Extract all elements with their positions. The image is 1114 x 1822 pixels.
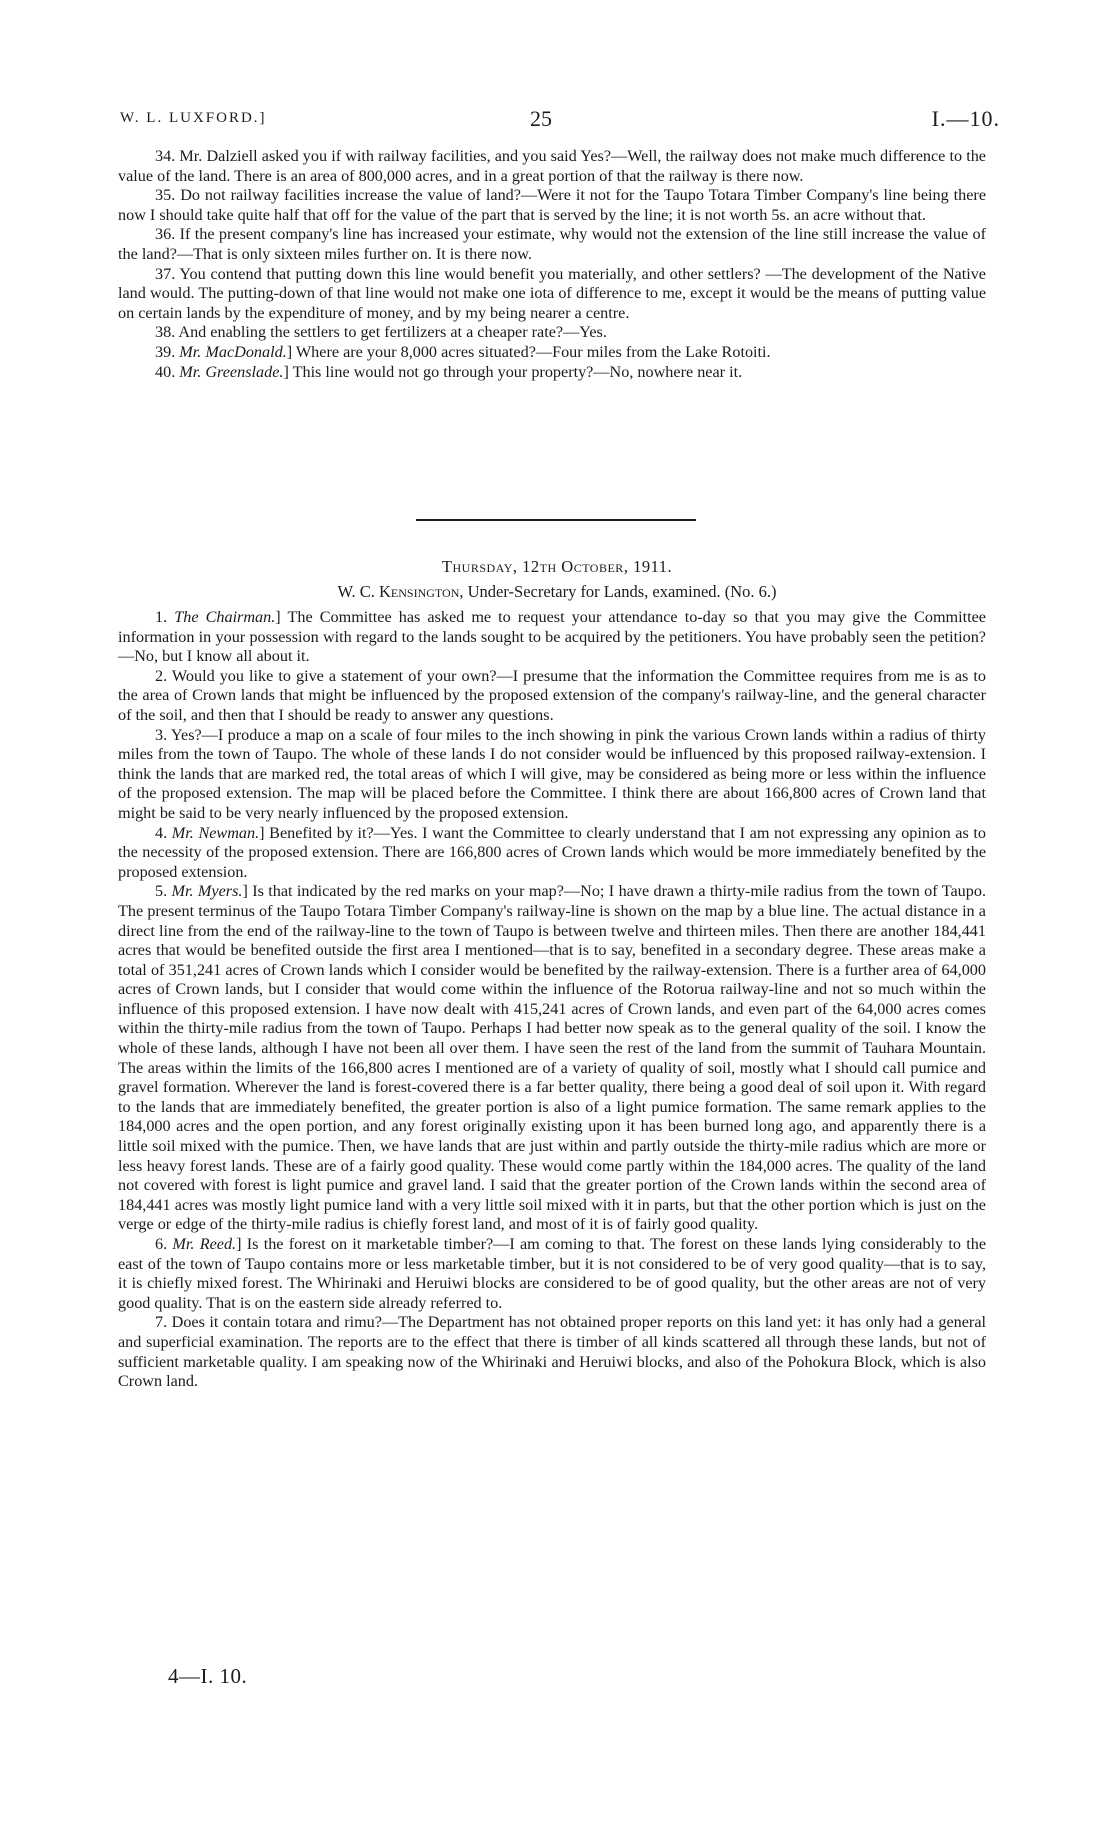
paragraph-36: 36. If the present company's line has increased your estimate, why would not the extension of the line still increase the value of the land?—That is only sixteen miles further on. It is there now.: [118, 225, 986, 263]
document-reference: I.—10.: [931, 106, 1000, 131]
evidence-section-luxford: [118, 147, 986, 382]
paragraph-37: 37. You contend that putting down this line would benefit you materially, and other settlers? —The development of the Native land would. The putting-down of that line would not make one iota of difference to me, except it would be the means of putting value on certain lands by the expenditure of money, and by my being nearer a centre.: [118, 264, 986, 322]
question-number: 39.: [155, 342, 176, 361]
paragraph-1: 1. The Chairman.] The Committee has asked me to request your attendance to-day so that you may give the Committee information in your possession with regard to the lands sought to be acquired by the petitioners. You have probably seen the petition?—No, but I know all about it.: [118, 608, 986, 666]
speaker-name: Mr. MacDonald.: [179, 342, 287, 361]
evidence-section-kensington: [118, 608, 986, 1392]
speaker-name: Mr. Myers.: [171, 882, 243, 901]
witness-surname: Kensington: [379, 582, 460, 601]
paragraph-2: 2. Would you like to give a statement of your own?—I presume that the information the Committee requires from me is as to the area of Crown lands that might be influenced by the proposed extension of the company's railway-line, and the general character of the soil, and then that I should be ready to answer any questions.: [118, 666, 986, 724]
speaker-name: Mr. Newman.: [171, 823, 260, 842]
paragraph-40: 40. Mr. Greenslade.] This line would not go through your property?—No, nowhere near it.: [155, 362, 743, 381]
paragraph-34: 34. Mr. Dalziell asked you if with railway facilities, and you said Yes?—Well, the railway does not make much difference to the value of the land. There is an area of 800,000 acres, and in a great portion of that the railway is there now.: [118, 147, 986, 185]
question-number: 4.: [155, 823, 168, 842]
speaker-name: Mr. Greenslade.: [179, 362, 284, 381]
question-number: 6.: [155, 1235, 168, 1253]
question-number: 40.: [155, 362, 176, 381]
signature-reference: 4—I. 10.: [168, 1664, 248, 1688]
paragraph-35: 35. Do not railway facilities increase the value of land?—Were it not for the Taupo Totara Timber Company's line being there now I should take quite half that off for the value of the part that is served by the line; it is not worth 5s. an acre without that.: [118, 186, 986, 224]
section-divider: [416, 519, 696, 521]
paragraph-3: 3. Yes?—I produce a map on a scale of four miles to the inch showing in pink the various Crown lands within a radius of thirty miles from the town of Taupo. The whole of these lands I do not consider would be influenced by this proposed railway-extension. I think the lands that are marked red, the total areas of which I will give, may be considered as being more or less within the influence of the proposed extension. The map will be placed before the Committee. I think there are about 166,800 acres of Crown land that might be said to be very nearly influenced by the proposed extension.: [118, 725, 986, 822]
paragraph-7: 7. Does it contain totara and rimu?—The Department has not obtained proper reports on this land yet: it has only had a general and superficial examination. The reports are to the effect that there is timber of all kinds scattered all through these lands, but not of sufficient marketable quality. I am speaking now of the Whirinaki and Heruiwi blocks, and also of the Pohokura Block, which is also Crown land.: [118, 1313, 986, 1391]
paragraph-6: 6. Mr. Reed.] Is the forest on it marketable timber?—I am coming to that. The forest on these lands lying considerably to the east of the town of Taupo contains more or less marketable timber, but it is not considered to be of very good quality—that is to say, it is chiefly mixed forest. The Whirinaki and Heruiwi blocks are considered to be of good quality, but the other areas are not of very good quality. That is on the eastern side already referred to.: [118, 1235, 987, 1312]
paragraph-5: 5. Mr. Myers.] Is that indicated by the red marks on your map?—No; I have drawn a thirty-mile radius from the town of Taupo. The present terminus of the Taupo Totara Timber Company's railway-line is shown on the map by a blue line. The actual distance in a direct line from the end of the railway-line to the town of Taupo is between twelve and thirteen miles. Then there are another 184,441 acres that would be benefited outside the first area I mentioned—that is to say, benefited in a secondary degree. These areas make a total of 351,241 acres of Crown lands which I consider would be benefited by the railway-extension. There is a further area of 64,000 acres of Crown lands, but I consider that would come within the influence of the Rotorua railway-line and not so much within the influence of this proposed extension. I have now dealt with 415,241 acres of Crown lands, and even part of the 64,000 acres comes within the thirty-mile radius from the town of Taupo. Perhaps I had better now speak as to the general quality of the soil. I know the whole of these lands, although I have not been all over them. I have seen the rest of the land from the summit of Tauhara Mountain. The areas within the limits of the 166,800 acres I mentioned are of a variety of quality of soil, mostly what I should call pumice and gravel formation. Wherever the land is forest-covered there is a far better quality, there being a good deal of soil upon it. With regard to the lands that are immediately benefited, the greater portion is also of a light pumice formation. The same remark applies to the 184,000 acres and the open portion, and any forest originally existing upon it has been burned long ago, and apparently there is a little soil mixed with the pumice. Then, we have lands that are just within and partly outside the thirty-mile radius which are more or less heavy forest lands. These are of a fairly good quality. These would come partly within the 184,000 acres. The quality of the land not covered with forest is light pumice and gravel land. I said that the greater portion of the Crown lands within the second area of 184,441 acres was mostly light pumice land with a very little soil mixed with it in parts, but that the other portion which is just on the verge or edge of the thirty-mile radius is chiefly forest land, and most of it is of fairly good quality.: [118, 882, 986, 1234]
paragraph-4: 4. Mr. Newman.] Benefited by it?—Yes. I want the Committee to clearly understand that I am not expressing any opinion as to the necessity of the proposed extension. There are 166,800 acres of Crown lands which would be more immediately benefited by the proposed extension.: [118, 823, 986, 881]
speaker-name: Mr. Reed.: [172, 1235, 237, 1253]
witness-heading: W. C. Kensington, Under-Secretary for Lands, examined. (No. 6.): [337, 582, 777, 601]
date-heading: Thursday, 12th October, 1911.: [441, 557, 673, 576]
page-number: 25: [530, 106, 552, 131]
paragraph-38: 38. And enabling the settlers to get fertilizers at a cheaper rate?—Yes.: [155, 323, 607, 342]
witness-running-head: W. L. LUXFORD.]: [120, 110, 267, 126]
question-number: 5.: [155, 882, 168, 901]
paragraph-39: 39. Mr. MacDonald.] Where are your 8,000 acres situated?—Four miles from the Lake Rotoiti.: [155, 342, 771, 361]
speaker-name: The Chairman.: [174, 608, 276, 626]
question-number: 1.: [155, 608, 168, 626]
page-header: [120, 106, 1000, 136]
